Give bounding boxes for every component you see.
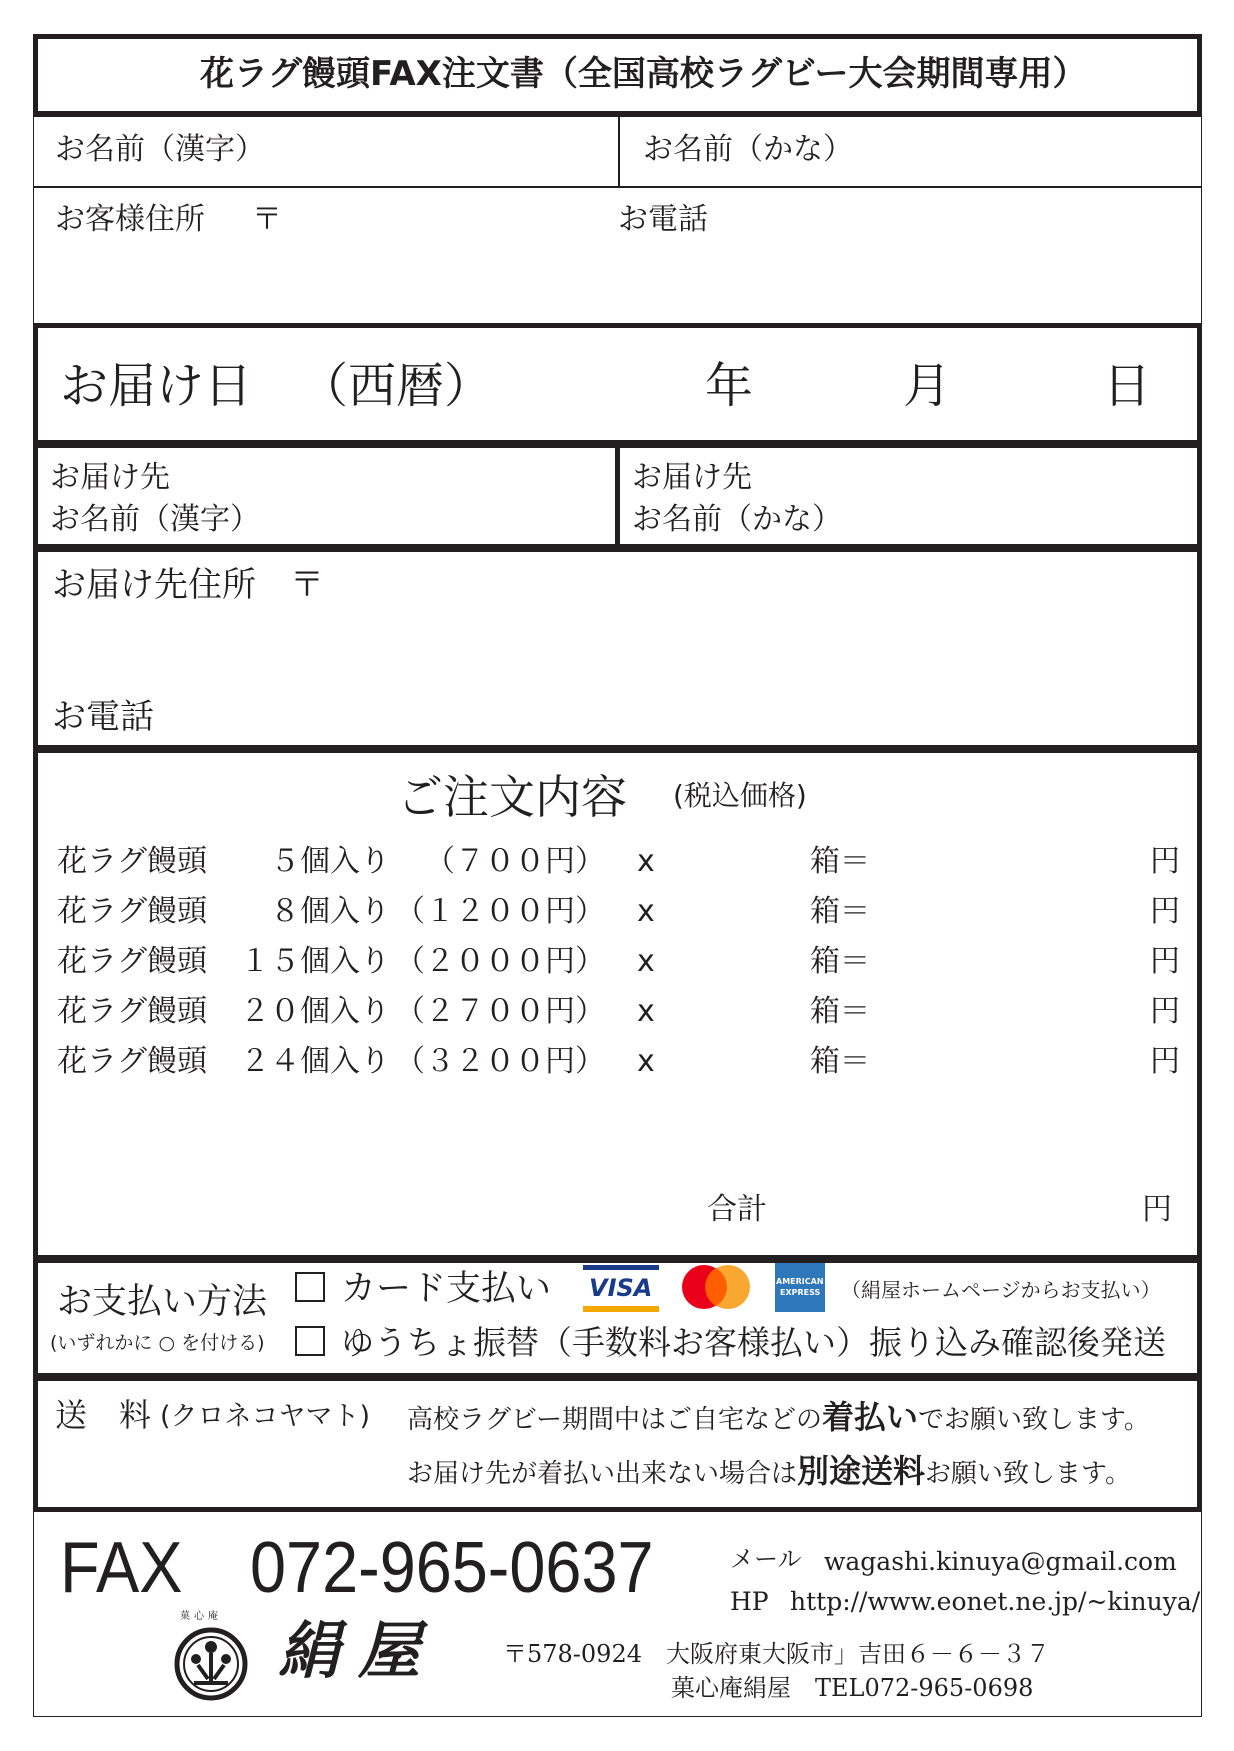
order-item-price: （１２００円） [395, 894, 605, 929]
payment-note: (いずれかに ○ を付ける) [50, 1332, 265, 1354]
order-item-yen: 円 [1150, 844, 1180, 879]
order-item-product: 花ラグ饅頭 [57, 894, 207, 929]
order-item-x: x [637, 944, 655, 979]
delivery-day-label: 日 [1103, 358, 1152, 414]
shipping-carrier: (クロネコヤマト) [160, 1401, 371, 1432]
shipping-note-emphasis: 別途送料 [797, 1452, 926, 1490]
order-box [33, 748, 1202, 1260]
order-item-box: 箱＝ [810, 994, 870, 1029]
shop-tel: 菓心庵絹屋 TEL072-965-0698 [671, 1674, 1034, 1702]
order-item-qty: １５個入り [240, 944, 390, 979]
divider [618, 116, 620, 188]
shipping-note-text: お願い致します。 [925, 1459, 1131, 1489]
visa-bottom-stripe [583, 1306, 659, 1312]
order-item-qty: ２４個入り [240, 1044, 390, 1079]
fax-number: 072-965-0637 [250, 1528, 654, 1608]
payment-label: お支払い方法 [57, 1282, 268, 1322]
order-item-product: 花ラグ饅頭 [57, 844, 207, 879]
order-item-box: 箱＝ [810, 1044, 870, 1079]
order-item-x: x [637, 994, 655, 1029]
shipping-note-text: 高校ラグビー期間中はご自宅などの [407, 1405, 822, 1435]
hp-url[interactable]: http://www.eonet.ne.jp/~kinuya/ [790, 1587, 1201, 1616]
order-item-product: 花ラグ饅頭 [57, 994, 207, 1029]
shipping-label: 送 料 [55, 1396, 152, 1434]
order-item-x: x [637, 844, 655, 879]
delivery-month-label: 月 [903, 358, 952, 414]
order-item-box: 箱＝ [810, 944, 870, 979]
card-payment-checkbox[interactable] [295, 1272, 325, 1302]
amex-text: AMERICAN [776, 1277, 824, 1286]
card-payment-note: （絹屋ホームページからお支払い） [841, 1278, 1161, 1302]
shipping-note-line1 [407, 1398, 1150, 1436]
mastercard-logo-icon [680, 1263, 752, 1311]
customer-name-kana-label: お名前（かな） [643, 132, 853, 167]
logo-small-text: 菓心庵 [180, 1611, 222, 1622]
amex-text: EXPRESS [780, 1288, 821, 1297]
shipping-box [33, 1376, 1202, 1512]
customer-phone-label: お電話 [618, 202, 708, 237]
order-item-product: 花ラグ饅頭 [57, 944, 207, 979]
order-item-qty: ２０個入り [240, 994, 390, 1029]
order-item-product: 花ラグ饅頭 [57, 1044, 207, 1079]
card-payment-label: カード支払い [341, 1269, 552, 1309]
order-item-price: （２０００円） [395, 944, 605, 979]
visa-text: VISA [589, 1274, 653, 1302]
visa-logo-icon [583, 1265, 659, 1312]
customer-name-kanji-label: お名前（漢字） [55, 132, 265, 167]
recipient-label: お届け先 [632, 460, 752, 495]
order-item-yen: 円 [1150, 894, 1180, 929]
shipping-note-line2 [407, 1452, 1131, 1490]
shipping-note-text: でお願い致します。 [917, 1405, 1150, 1435]
amex-logo-icon [775, 1263, 825, 1312]
shop-address: 〒578-0924 大阪府東大阪市」吉田６－６－３７ [503, 1640, 1050, 1668]
total-yen: 円 [1142, 1192, 1172, 1227]
recipient-phone-label: お電話 [52, 697, 154, 737]
order-item-qty: ８個入り [270, 894, 390, 929]
customer-address-label: お客様住所 [55, 202, 205, 237]
total-label: 合計 [707, 1192, 767, 1227]
order-item-yen: 円 [1150, 1044, 1180, 1079]
order-item-price: （３２００円） [395, 1044, 605, 1079]
order-item-qty: ５個入り [270, 844, 390, 879]
postal-mark-icon: 〒 [290, 565, 324, 605]
form-title: 花ラグ饅頭FAX注文書（全国高校ラグビー大会期間専用） [200, 54, 1087, 94]
delivery-year-label: 年 [705, 358, 754, 414]
order-item-x: x [637, 1044, 655, 1079]
delivery-date-label: お届け日 [60, 358, 253, 414]
recipient-name-kana-label: お名前（かな） [632, 502, 842, 537]
shop-logo-name: 絹屋 [278, 1614, 439, 1687]
order-heading-note: (税込価格) [673, 779, 807, 812]
order-item-yen: 円 [1150, 944, 1180, 979]
shipping-note-emphasis: 着払い [821, 1398, 918, 1436]
shop-crest-icon [174, 1627, 248, 1701]
recipient-address-label: お届け先住所 [52, 565, 256, 605]
visa-top-stripe [583, 1265, 659, 1270]
order-item-yen: 円 [1150, 994, 1180, 1029]
postal-mark-icon: 〒 [252, 202, 282, 237]
postal-transfer-checkbox[interactable] [295, 1326, 325, 1356]
hp-label: HP [730, 1587, 769, 1616]
order-item-price: （２７００円） [395, 994, 605, 1029]
shipping-note-text: お届け先が着払い出来ない場合は [407, 1459, 798, 1489]
order-heading: ご注文内容 [397, 770, 627, 824]
mail-address[interactable]: wagashi.kinuya@gmail.com [824, 1547, 1177, 1576]
order-item-box: 箱＝ [810, 894, 870, 929]
order-item-x: x [637, 894, 655, 929]
delivery-date-era: （西暦） [300, 358, 493, 414]
order-item-box: 箱＝ [810, 844, 870, 879]
order-item-price: （７００円） [425, 844, 605, 879]
postal-transfer-label: ゆうちょ振替（手数料お客様払い）振り込み確認後発送 [341, 1323, 1166, 1362]
recipient-label: お届け先 [50, 460, 170, 495]
mail-label: メール [730, 1545, 802, 1573]
recipient-name-kanji-label: お名前（漢字） [50, 502, 260, 537]
fax-label: FAX [60, 1528, 183, 1608]
